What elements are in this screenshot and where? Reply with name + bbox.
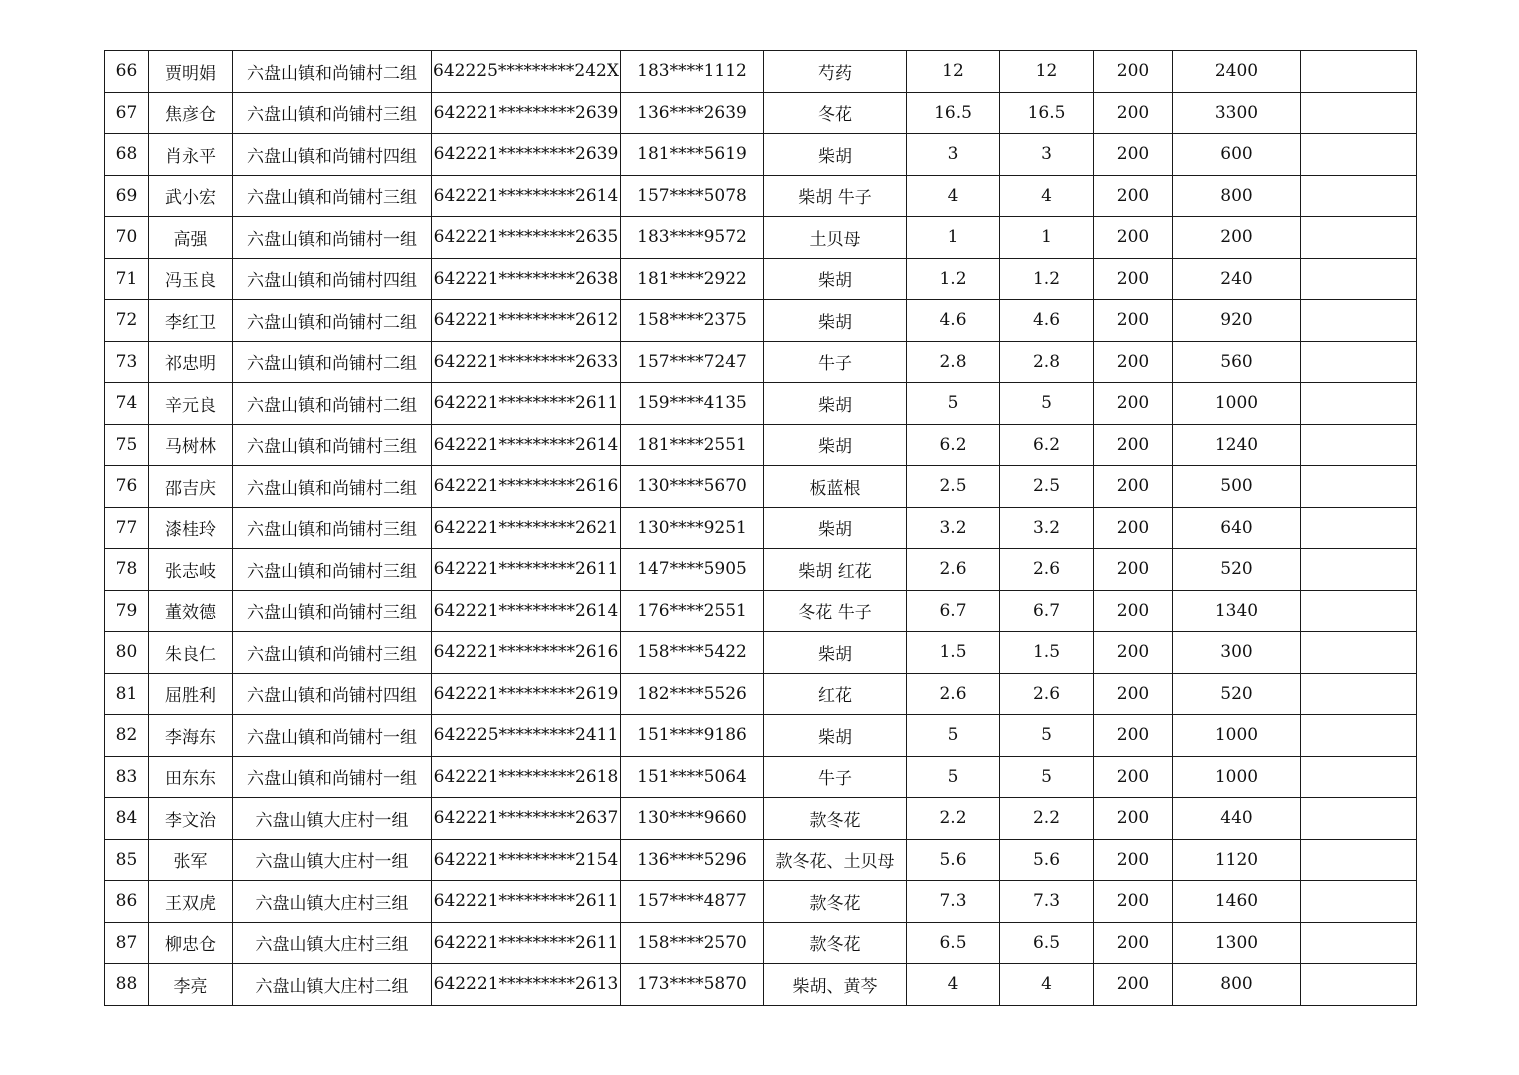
area-cell: 4.6	[907, 300, 1000, 342]
phone-cell: 130****9251	[621, 507, 764, 549]
name-cell: 肖永平	[149, 134, 233, 176]
area-cell: 5	[907, 756, 1000, 798]
crop-cell: 冬花 牛子	[764, 590, 907, 632]
id-number-cell: 642221*********2637	[432, 798, 621, 840]
rate-cell: 200	[1094, 964, 1173, 1006]
name-cell: 李文治	[149, 798, 233, 840]
crop-cell: 柴胡	[764, 383, 907, 425]
remark-cell	[1301, 217, 1417, 259]
remark-cell	[1301, 673, 1417, 715]
phone-cell: 158****5422	[621, 632, 764, 674]
id-number-cell: 642221*********2639	[432, 92, 621, 134]
phone-cell: 130****9660	[621, 798, 764, 840]
phone-cell: 151****5064	[621, 756, 764, 798]
crop-cell: 柴胡 红花	[764, 549, 907, 591]
area-cell: 1	[907, 217, 1000, 259]
table-body	[105, 51, 1417, 1006]
amount-cell: 640	[1173, 507, 1301, 549]
row-number-cell: 74	[105, 383, 149, 425]
phone-cell: 182****5526	[621, 673, 764, 715]
id-number-cell: 642221*********2611	[432, 549, 621, 591]
remark-cell	[1301, 632, 1417, 674]
name-cell: 武小宏	[149, 175, 233, 217]
name-cell: 高强	[149, 217, 233, 259]
table-row	[105, 175, 1417, 217]
remark-cell	[1301, 839, 1417, 881]
address-cell: 六盘山镇和尚铺村一组	[233, 756, 432, 798]
address-cell: 六盘山镇和尚铺村一组	[233, 217, 432, 259]
remark-cell	[1301, 341, 1417, 383]
row-number-cell: 82	[105, 715, 149, 757]
name-cell: 李亮	[149, 964, 233, 1006]
table-row	[105, 881, 1417, 923]
area-cell: 6.2	[907, 424, 1000, 466]
table-row	[105, 715, 1417, 757]
amount-cell: 560	[1173, 341, 1301, 383]
phone-cell: 157****4877	[621, 881, 764, 923]
id-number-cell: 642221*********2619	[432, 673, 621, 715]
crop-cell: 柴胡	[764, 258, 907, 300]
verified-area-cell: 2.8	[1000, 341, 1094, 383]
name-cell: 董效德	[149, 590, 233, 632]
table-row	[105, 839, 1417, 881]
verified-area-cell: 4.6	[1000, 300, 1094, 342]
verified-area-cell: 2.6	[1000, 549, 1094, 591]
crop-cell: 土贝母	[764, 217, 907, 259]
rate-cell: 200	[1094, 715, 1173, 757]
remark-cell	[1301, 300, 1417, 342]
row-number-cell: 75	[105, 424, 149, 466]
verified-area-cell: 6.2	[1000, 424, 1094, 466]
amount-cell: 800	[1173, 175, 1301, 217]
amount-cell: 800	[1173, 964, 1301, 1006]
row-number-cell: 76	[105, 466, 149, 508]
remark-cell	[1301, 715, 1417, 757]
id-number-cell: 642221*********2616	[432, 632, 621, 674]
area-cell: 4	[907, 175, 1000, 217]
row-number-cell: 70	[105, 217, 149, 259]
table-row	[105, 964, 1417, 1006]
rate-cell: 200	[1094, 632, 1173, 674]
name-cell: 邵吉庆	[149, 466, 233, 508]
verified-area-cell: 1	[1000, 217, 1094, 259]
table-row	[105, 134, 1417, 176]
phone-cell: 147****5905	[621, 549, 764, 591]
table-row	[105, 51, 1417, 93]
rate-cell: 200	[1094, 92, 1173, 134]
address-cell: 六盘山镇和尚铺村一组	[233, 715, 432, 757]
area-cell: 3	[907, 134, 1000, 176]
id-number-cell: 642221*********2639	[432, 134, 621, 176]
verified-area-cell: 6.5	[1000, 922, 1094, 964]
row-number-cell: 73	[105, 341, 149, 383]
address-cell: 六盘山镇和尚铺村四组	[233, 673, 432, 715]
crop-cell: 款冬花	[764, 922, 907, 964]
area-cell: 12	[907, 51, 1000, 93]
crop-cell: 柴胡	[764, 632, 907, 674]
phone-cell: 157****7247	[621, 341, 764, 383]
crop-cell: 柴胡	[764, 134, 907, 176]
name-cell: 王双虎	[149, 881, 233, 923]
address-cell: 六盘山镇和尚铺村三组	[233, 549, 432, 591]
rate-cell: 200	[1094, 51, 1173, 93]
amount-cell: 440	[1173, 798, 1301, 840]
name-cell: 辛元良	[149, 383, 233, 425]
address-cell: 六盘山镇大庄村一组	[233, 798, 432, 840]
address-cell: 六盘山镇和尚铺村二组	[233, 383, 432, 425]
crop-cell: 柴胡、黄芩	[764, 964, 907, 1006]
verified-area-cell: 2.6	[1000, 673, 1094, 715]
remark-cell	[1301, 507, 1417, 549]
rate-cell: 200	[1094, 466, 1173, 508]
id-number-cell: 642221*********2611	[432, 383, 621, 425]
rate-cell: 200	[1094, 507, 1173, 549]
area-cell: 16.5	[907, 92, 1000, 134]
phone-cell: 181****5619	[621, 134, 764, 176]
row-number-cell: 86	[105, 881, 149, 923]
name-cell: 冯玉良	[149, 258, 233, 300]
amount-cell: 200	[1173, 217, 1301, 259]
name-cell: 贾明娟	[149, 51, 233, 93]
verified-area-cell: 12	[1000, 51, 1094, 93]
table-row	[105, 673, 1417, 715]
table-row	[105, 798, 1417, 840]
phone-cell: 151****9186	[621, 715, 764, 757]
rate-cell: 200	[1094, 134, 1173, 176]
verified-area-cell: 7.3	[1000, 881, 1094, 923]
table-row	[105, 424, 1417, 466]
rate-cell: 200	[1094, 881, 1173, 923]
remark-cell	[1301, 134, 1417, 176]
row-number-cell: 88	[105, 964, 149, 1006]
id-number-cell: 642221*********2613	[432, 964, 621, 1006]
phone-cell: 157****5078	[621, 175, 764, 217]
rate-cell: 200	[1094, 300, 1173, 342]
rate-cell: 200	[1094, 839, 1173, 881]
crop-cell: 板蓝根	[764, 466, 907, 508]
row-number-cell: 83	[105, 756, 149, 798]
name-cell: 李红卫	[149, 300, 233, 342]
address-cell: 六盘山镇和尚铺村三组	[233, 424, 432, 466]
phone-cell: 136****2639	[621, 92, 764, 134]
area-cell: 1.2	[907, 258, 1000, 300]
rate-cell: 200	[1094, 217, 1173, 259]
row-number-cell: 72	[105, 300, 149, 342]
row-number-cell: 69	[105, 175, 149, 217]
remark-cell	[1301, 549, 1417, 591]
amount-cell: 1000	[1173, 715, 1301, 757]
phone-cell: 181****2922	[621, 258, 764, 300]
area-cell: 5	[907, 383, 1000, 425]
address-cell: 六盘山镇和尚铺村三组	[233, 507, 432, 549]
amount-cell: 920	[1173, 300, 1301, 342]
phone-cell: 173****5870	[621, 964, 764, 1006]
id-number-cell: 642221*********2154	[432, 839, 621, 881]
address-cell: 六盘山镇大庄村二组	[233, 964, 432, 1006]
row-number-cell: 66	[105, 51, 149, 93]
data-table	[104, 50, 1417, 1006]
id-number-cell: 642221*********2621	[432, 507, 621, 549]
address-cell: 六盘山镇和尚铺村三组	[233, 590, 432, 632]
remark-cell	[1301, 798, 1417, 840]
id-number-cell: 642221*********2616	[432, 466, 621, 508]
crop-cell: 款冬花、土贝母	[764, 839, 907, 881]
row-number-cell: 67	[105, 92, 149, 134]
phone-cell: 130****5670	[621, 466, 764, 508]
crop-cell: 柴胡	[764, 715, 907, 757]
id-number-cell: 642221*********2618	[432, 756, 621, 798]
phone-cell: 136****5296	[621, 839, 764, 881]
amount-cell: 520	[1173, 549, 1301, 591]
phone-cell: 181****2551	[621, 424, 764, 466]
remark-cell	[1301, 92, 1417, 134]
name-cell: 柳忠仓	[149, 922, 233, 964]
table-row	[105, 507, 1417, 549]
table-row	[105, 756, 1417, 798]
amount-cell: 240	[1173, 258, 1301, 300]
verified-area-cell: 16.5	[1000, 92, 1094, 134]
amount-cell: 500	[1173, 466, 1301, 508]
crop-cell: 柴胡	[764, 507, 907, 549]
amount-cell: 1120	[1173, 839, 1301, 881]
table-row	[105, 590, 1417, 632]
verified-area-cell: 4	[1000, 175, 1094, 217]
row-number-cell: 80	[105, 632, 149, 674]
phone-cell: 159****4135	[621, 383, 764, 425]
name-cell: 李海东	[149, 715, 233, 757]
crop-cell: 芍药	[764, 51, 907, 93]
id-number-cell: 642221*********2635	[432, 217, 621, 259]
address-cell: 六盘山镇和尚铺村二组	[233, 341, 432, 383]
verified-area-cell: 1.2	[1000, 258, 1094, 300]
address-cell: 六盘山镇大庄村一组	[233, 839, 432, 881]
address-cell: 六盘山镇和尚铺村四组	[233, 258, 432, 300]
row-number-cell: 68	[105, 134, 149, 176]
remark-cell	[1301, 590, 1417, 632]
id-number-cell: 642221*********2638	[432, 258, 621, 300]
name-cell: 祁忠明	[149, 341, 233, 383]
address-cell: 六盘山镇大庄村三组	[233, 881, 432, 923]
crop-cell: 柴胡	[764, 424, 907, 466]
verified-area-cell: 3	[1000, 134, 1094, 176]
area-cell: 6.7	[907, 590, 1000, 632]
phone-cell: 176****2551	[621, 590, 764, 632]
rate-cell: 200	[1094, 383, 1173, 425]
address-cell: 六盘山镇和尚铺村三组	[233, 632, 432, 674]
row-number-cell: 79	[105, 590, 149, 632]
id-number-cell: 642221*********2633	[432, 341, 621, 383]
table-row	[105, 383, 1417, 425]
table-row	[105, 217, 1417, 259]
table-row	[105, 258, 1417, 300]
phone-cell: 183****9572	[621, 217, 764, 259]
row-number-cell: 78	[105, 549, 149, 591]
verified-area-cell: 5	[1000, 383, 1094, 425]
crop-cell: 款冬花	[764, 881, 907, 923]
verified-area-cell: 5	[1000, 715, 1094, 757]
rate-cell: 200	[1094, 175, 1173, 217]
address-cell: 六盘山镇大庄村三组	[233, 922, 432, 964]
remark-cell	[1301, 424, 1417, 466]
address-cell: 六盘山镇和尚铺村二组	[233, 51, 432, 93]
rate-cell: 200	[1094, 922, 1173, 964]
name-cell: 朱良仁	[149, 632, 233, 674]
crop-cell: 牛子	[764, 341, 907, 383]
rate-cell: 200	[1094, 258, 1173, 300]
area-cell: 2.6	[907, 673, 1000, 715]
crop-cell: 柴胡 牛子	[764, 175, 907, 217]
remark-cell	[1301, 964, 1417, 1006]
table-row	[105, 549, 1417, 591]
verified-area-cell: 4	[1000, 964, 1094, 1006]
id-number-cell: 642221*********2612	[432, 300, 621, 342]
id-number-cell: 642225*********2411	[432, 715, 621, 757]
name-cell: 张军	[149, 839, 233, 881]
amount-cell: 1300	[1173, 922, 1301, 964]
rate-cell: 200	[1094, 673, 1173, 715]
table-row	[105, 466, 1417, 508]
amount-cell: 520	[1173, 673, 1301, 715]
address-cell: 六盘山镇和尚铺村二组	[233, 300, 432, 342]
remark-cell	[1301, 175, 1417, 217]
address-cell: 六盘山镇和尚铺村三组	[233, 92, 432, 134]
name-cell: 焦彦仓	[149, 92, 233, 134]
area-cell: 2.8	[907, 341, 1000, 383]
row-number-cell: 85	[105, 839, 149, 881]
row-number-cell: 84	[105, 798, 149, 840]
area-cell: 2.6	[907, 549, 1000, 591]
amount-cell: 1460	[1173, 881, 1301, 923]
table-row	[105, 632, 1417, 674]
amount-cell: 1000	[1173, 383, 1301, 425]
id-number-cell: 642221*********2614	[432, 175, 621, 217]
id-number-cell: 642221*********2611	[432, 922, 621, 964]
amount-cell: 1340	[1173, 590, 1301, 632]
table-row	[105, 300, 1417, 342]
remark-cell	[1301, 383, 1417, 425]
crop-cell: 牛子	[764, 756, 907, 798]
verified-area-cell: 2.2	[1000, 798, 1094, 840]
rate-cell: 200	[1094, 798, 1173, 840]
amount-cell: 3300	[1173, 92, 1301, 134]
id-number-cell: 642225*********242X	[432, 51, 621, 93]
table-row	[105, 922, 1417, 964]
remark-cell	[1301, 881, 1417, 923]
verified-area-cell: 3.2	[1000, 507, 1094, 549]
phone-cell: 183****1112	[621, 51, 764, 93]
area-cell: 5.6	[907, 839, 1000, 881]
amount-cell: 300	[1173, 632, 1301, 674]
name-cell: 屈胜利	[149, 673, 233, 715]
remark-cell	[1301, 466, 1417, 508]
row-number-cell: 77	[105, 507, 149, 549]
area-cell: 2.5	[907, 466, 1000, 508]
area-cell: 2.2	[907, 798, 1000, 840]
area-cell: 4	[907, 964, 1000, 1006]
rate-cell: 200	[1094, 756, 1173, 798]
crop-cell: 红花	[764, 673, 907, 715]
row-number-cell: 81	[105, 673, 149, 715]
phone-cell: 158****2375	[621, 300, 764, 342]
verified-area-cell: 6.7	[1000, 590, 1094, 632]
table-row	[105, 341, 1417, 383]
address-cell: 六盘山镇和尚铺村二组	[233, 466, 432, 508]
rate-cell: 200	[1094, 549, 1173, 591]
crop-cell: 柴胡	[764, 300, 907, 342]
amount-cell: 1240	[1173, 424, 1301, 466]
area-cell: 7.3	[907, 881, 1000, 923]
area-cell: 6.5	[907, 922, 1000, 964]
name-cell: 马树林	[149, 424, 233, 466]
id-number-cell: 642221*********2611	[432, 881, 621, 923]
table-row	[105, 92, 1417, 134]
remark-cell	[1301, 258, 1417, 300]
remark-cell	[1301, 51, 1417, 93]
rate-cell: 200	[1094, 590, 1173, 632]
rate-cell: 200	[1094, 424, 1173, 466]
amount-cell: 1000	[1173, 756, 1301, 798]
area-cell: 3.2	[907, 507, 1000, 549]
rate-cell: 200	[1094, 341, 1173, 383]
name-cell: 田东东	[149, 756, 233, 798]
area-cell: 1.5	[907, 632, 1000, 674]
id-number-cell: 642221*********2614	[432, 590, 621, 632]
address-cell: 六盘山镇和尚铺村三组	[233, 175, 432, 217]
verified-area-cell: 1.5	[1000, 632, 1094, 674]
remark-cell	[1301, 756, 1417, 798]
row-number-cell: 71	[105, 258, 149, 300]
row-number-cell: 87	[105, 922, 149, 964]
verified-area-cell: 2.5	[1000, 466, 1094, 508]
remark-cell	[1301, 922, 1417, 964]
area-cell: 5	[907, 715, 1000, 757]
phone-cell: 158****2570	[621, 922, 764, 964]
id-number-cell: 642221*********2614	[432, 424, 621, 466]
amount-cell: 2400	[1173, 51, 1301, 93]
address-cell: 六盘山镇和尚铺村四组	[233, 134, 432, 176]
name-cell: 张志岐	[149, 549, 233, 591]
crop-cell: 款冬花	[764, 798, 907, 840]
verified-area-cell: 5	[1000, 756, 1094, 798]
name-cell: 漆桂玲	[149, 507, 233, 549]
verified-area-cell: 5.6	[1000, 839, 1094, 881]
amount-cell: 600	[1173, 134, 1301, 176]
crop-cell: 冬花	[764, 92, 907, 134]
